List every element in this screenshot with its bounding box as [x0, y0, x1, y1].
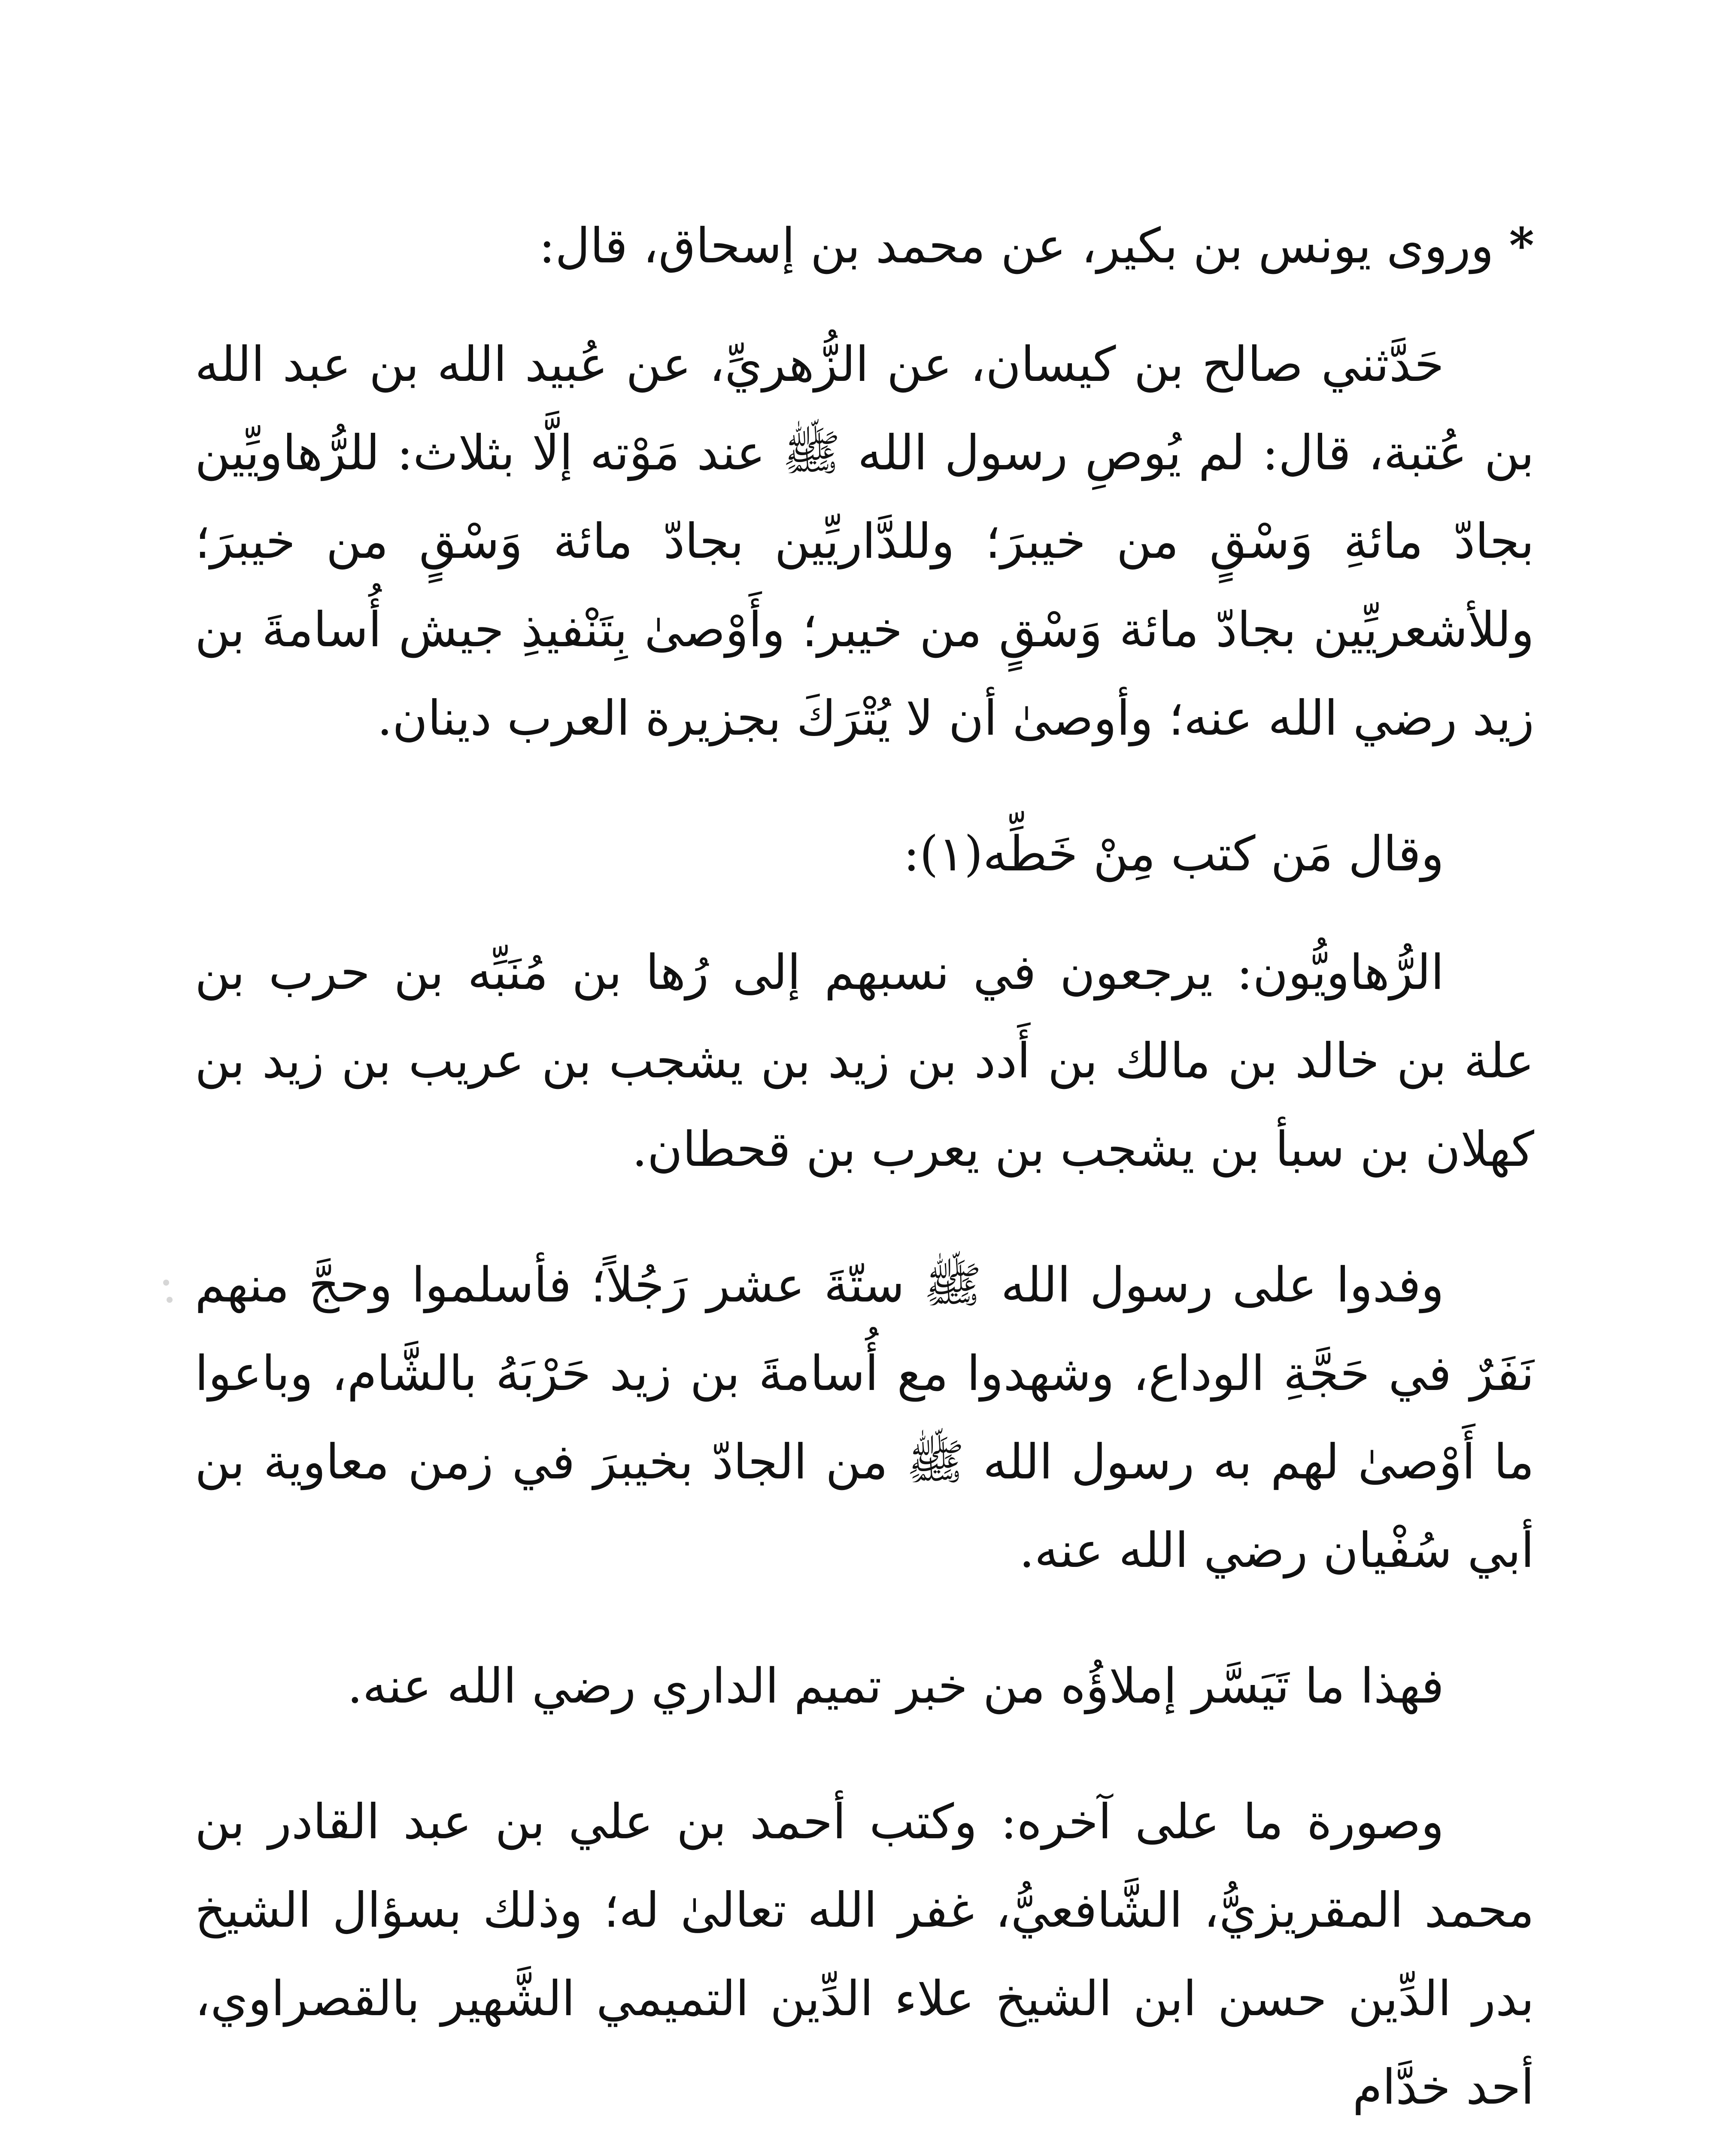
- paragraph-colophon-text: وصورة ما على آخره: وكتب أحمد بن علي بن عبد القادر بن محمد المقريزيُّ، الشَّافعيُّ، غفر الله تعالىٰ له؛ وذلك بسؤال الشيخ بدر الدِّين حسن ابن الشيخ علاء الدِّين التميمي الشَّهير بالقصراوي، أحد خدَّام: [195, 1794, 1535, 2115]
- paragraph-riwaya-text: وروى يونس بن بكير، عن محمد بن إسحاق، قال:: [539, 218, 1509, 274]
- paragraph-hadith: [195, 320, 1534, 763]
- paragraph-colophon: [195, 1778, 1534, 2132]
- asterisk-marker: *: [1509, 218, 1534, 274]
- paragraph-footnote-reference-text: وقال مَن كتب مِنْ خَطِّه(١):: [903, 826, 1444, 882]
- paragraph-conclusion-text: فهذا ما تَيَسَّر إملاؤُه من خبر تميم الداري رضي الله عنه.: [347, 1658, 1444, 1714]
- paragraph-riwaya: [195, 202, 1534, 290]
- scan-speck: [167, 1297, 173, 1303]
- paragraph-delegation-text: وفدوا على رسول الله ﷺ ستّةَ عشر رَجُلاً؛ فأسلموا وحجَّ منهم نَفَرٌ في حَجَّةِ الوداع، وشهدوا مع أُسامةَ بن زيد حَرْبَهُ بالشَّام، وباعوا ما أَوْصىٰ لهم به رسول الله ﷺ من الجادّ بخيبرَ في زمن معاوية بن أبي سُفْيان رضي الله عنه.: [195, 1257, 1534, 1578]
- paragraph-footnote-reference: [195, 810, 1534, 898]
- main-text: [195, 202, 1534, 2147]
- paragraph-ruhawiyun-text: الرُّهاويُّون: يرجعون في نسبهم إلى رُها بن مُنَبِّه بن حرب بن علة بن خالد بن مالك بن أَدد بن زيد بن يشجب بن عريب بن زيد بن كهلان بن سبأ بن يشجب بن يعرب بن قحطان.: [195, 945, 1534, 1177]
- paragraph-delegation: [195, 1241, 1534, 1595]
- paragraph-hadith-text: حَدَّثني صالح بن كيسان، عن الزُّهريِّ، عن عُبيد الله بن عبد الله بن عُتبة، قال: لم يُوصِ رسول الله ﷺ عند مَوْته إلَّا بثلاث: للرُّهاويِّين بجادّ مائةِ وَسْقٍ من خيبرَ؛ وللدَّاريِّين بجادّ مائة وَسْقٍ من خيبرَ؛ وللأشعريِّين بجادّ مائة وَسْقٍ من خيبر؛ وأَوْصىٰ بِتَنْفيذِ جيش أُسامةَ بن زيد رضي الله عنه؛ وأوصىٰ أن لا يُتْرَكَ بجزيرة العرب دينان.: [195, 337, 1534, 746]
- paragraph-conclusion: [195, 1642, 1534, 1730]
- paragraph-ruhawiyun: [195, 928, 1534, 1194]
- scan-speck: [163, 1280, 169, 1286]
